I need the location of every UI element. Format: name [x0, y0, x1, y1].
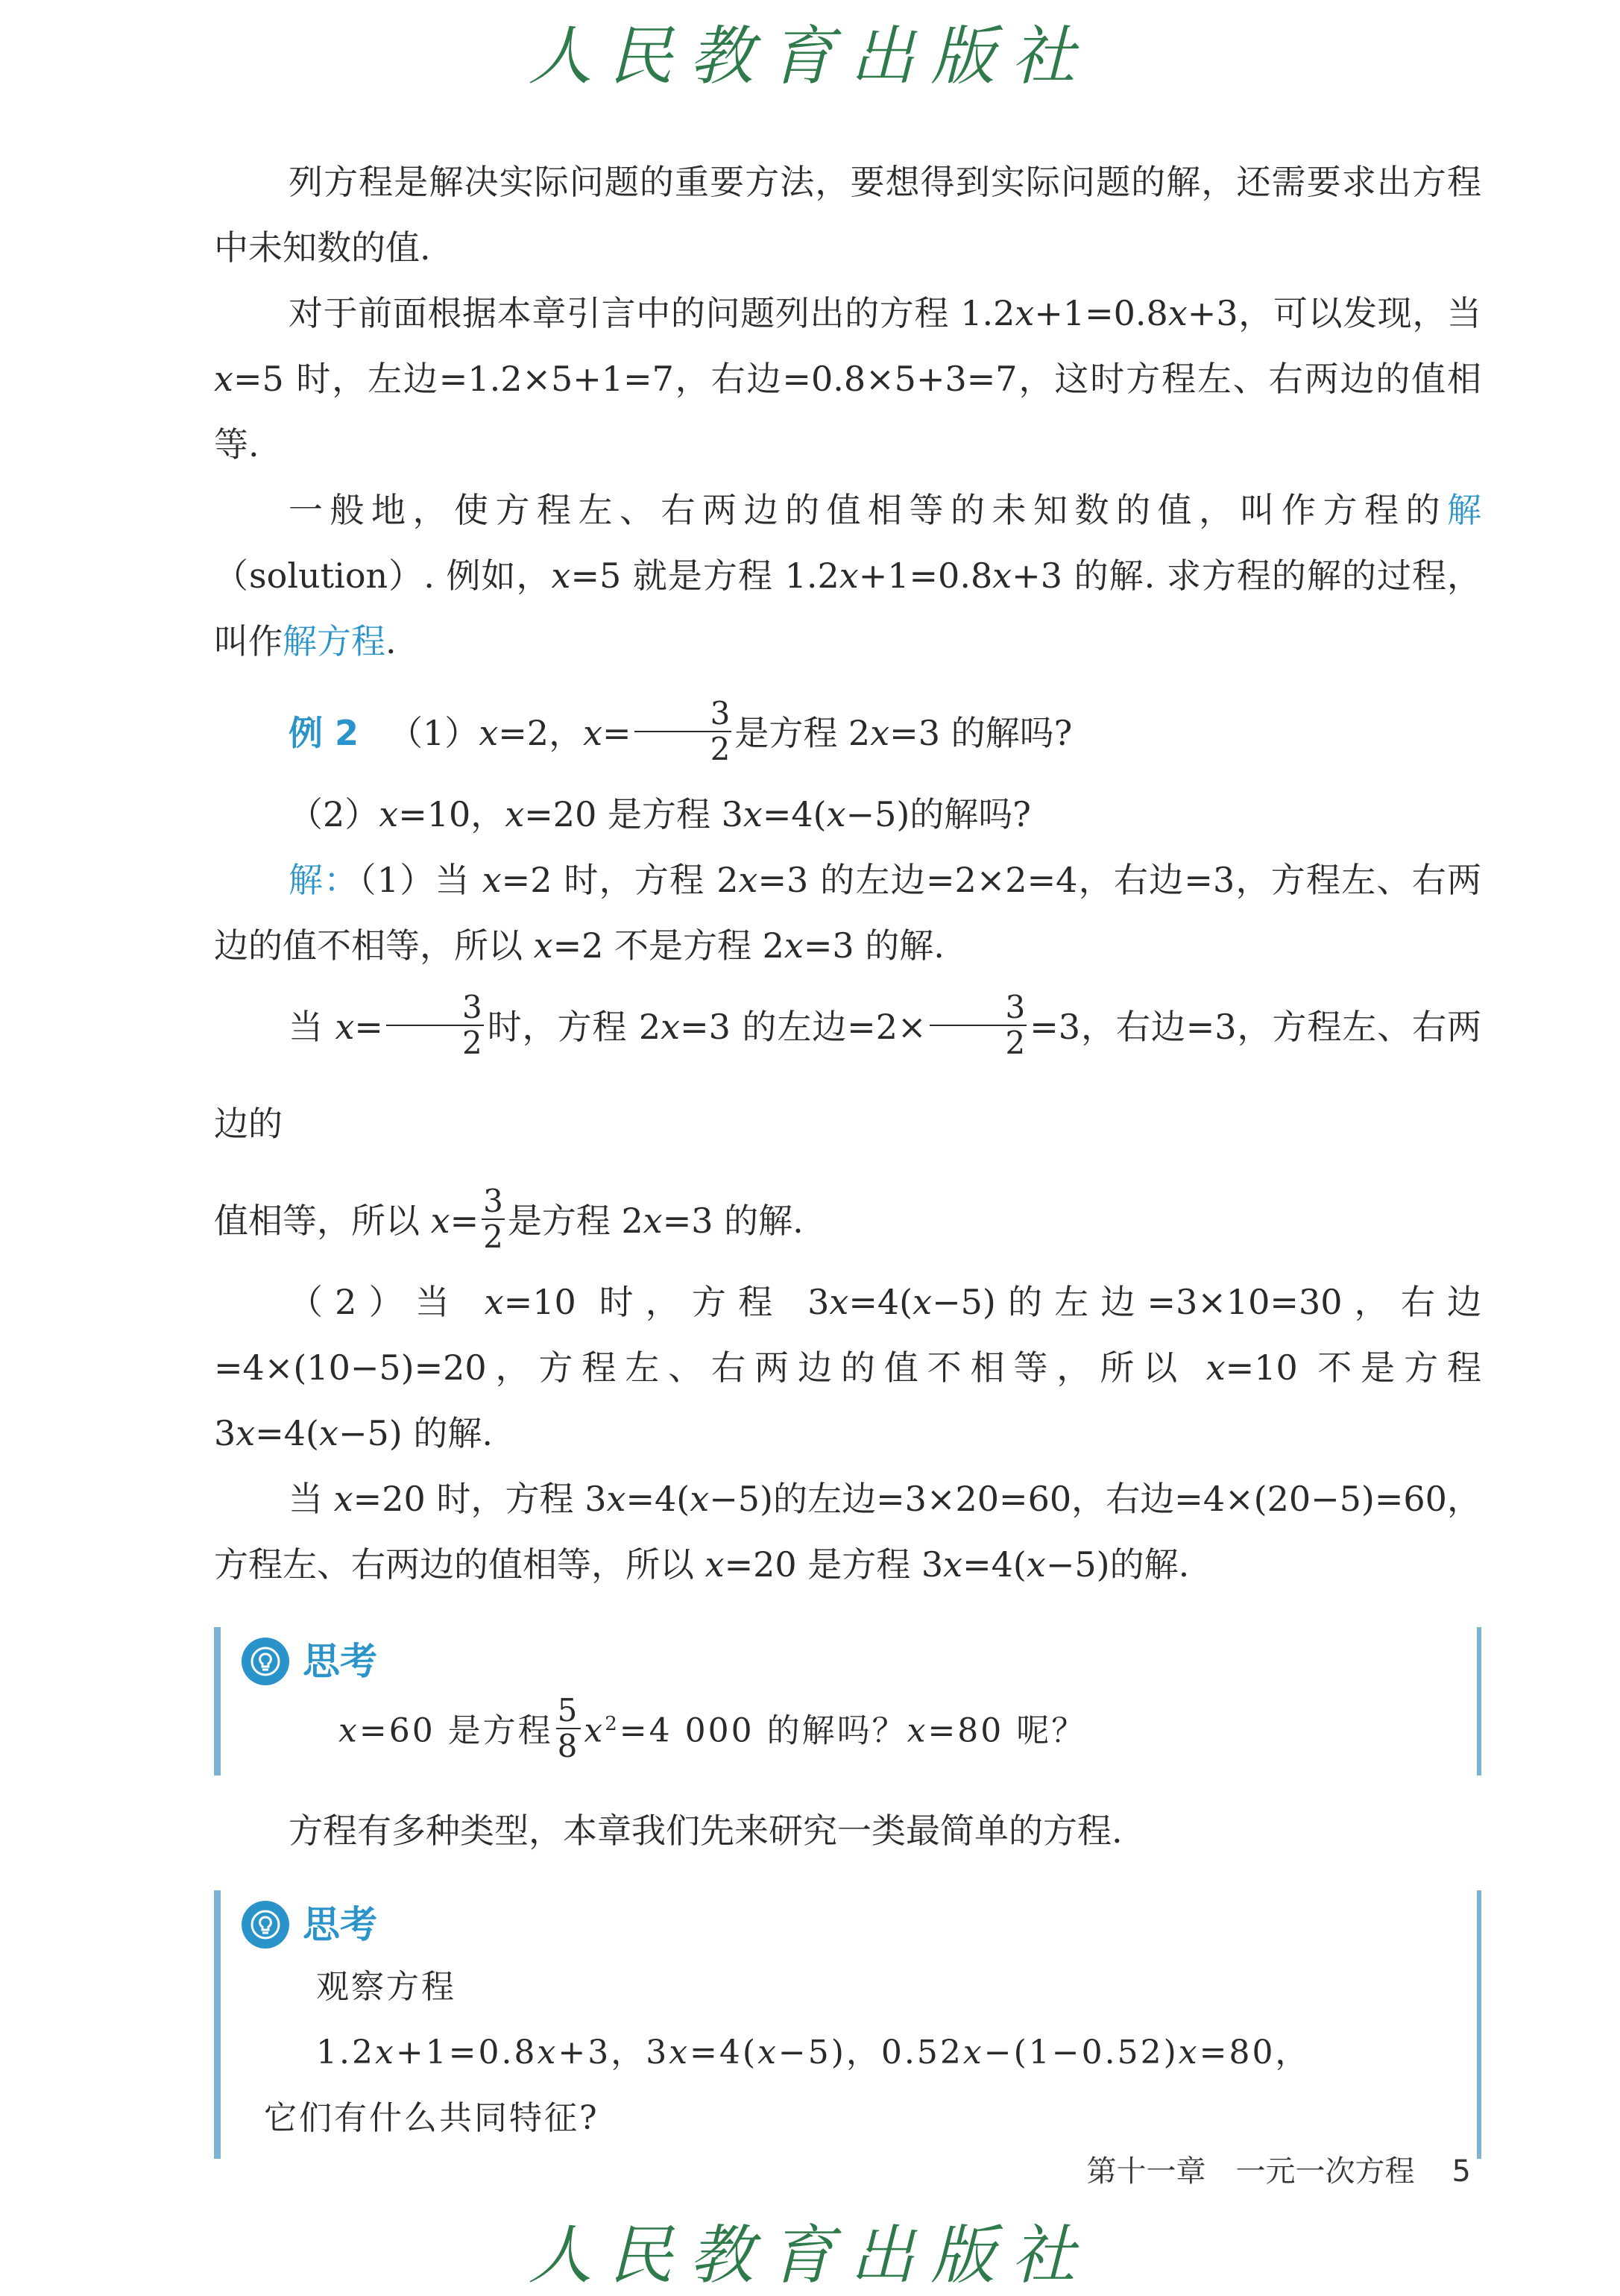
- think-box-1: [214, 1627, 1481, 1776]
- chapter-title: 第十一章 一元一次方程: [1086, 2154, 1415, 2189]
- example-question-1: 例 2 （1）x=2，x= $\frac{3}{2}$ 是方程 2x=3 的解吗?: [289, 695, 1073, 767]
- think-line-observe: 观察方程: [316, 1968, 456, 2007]
- publisher-logo-top: 人民教育出版社: [528, 19, 1092, 94]
- fraction-3-2: $\frac{3}{2}$: [634, 696, 732, 767]
- think-equations: 1.2x+1=0.8x+3，3x=4(x−5)，0.52x−(1−0.52)x=80，: [316, 2034, 1311, 2072]
- paragraph-intro: 列方程是解决实际问题的重要方法，要想得到实际问题的解，还需要求出方程中未知数的值.: [214, 162, 1481, 268]
- paragraph-definition: 一般地，使方程左、右两边的值相等的未知数的值，叫作方程的解（solution）. 例如，x=5 就是方程 1.2x+1=0.8x+3 的解. 求方程的解的过程，叫作解方程.: [214, 490, 1481, 661]
- page-number: 5: [1452, 2154, 1471, 2189]
- example-label: 例 2: [289, 713, 359, 753]
- example-question-2: （2）x=10，x=20 是方程 3x=4(x−5)的解吗?: [289, 794, 1031, 834]
- solution-label: 解：: [289, 860, 359, 900]
- page-content: [214, 149, 1481, 2181]
- paragraph-example-equation: 对于前面根据本章引言中的问题列出的方程 1.2x+1=0.8x+3，可以发现，当 x=5 时，左边=1.2×5+1=7，右边=0.8×5+3=7，这时方程左、右两边的值相等.: [214, 293, 1481, 465]
- page-footer: [1087, 2148, 1471, 2190]
- publisher-logo-bottom: 人民教育出版社: [528, 2218, 1092, 2293]
- think-heading-2: 思考: [242, 1895, 1454, 1954]
- paragraph-equation-types: 方程有多种类型，本章我们先来研究一类最简单的方程.: [289, 1811, 1123, 1852]
- solution-part-1: 解：（1）当 x=2 时，方程 2x=3 的左边=2×2=4，右边=3，方程左、右两边的值不相等，所以 x=2 不是方程 2x=3 的解.: [214, 860, 1482, 966]
- think-box-2: [214, 1890, 1481, 2159]
- lightbulb-icon: [242, 1901, 289, 1949]
- solution-part-2: （2）当 x=10 时，方程 3x=4(x−5)的左边=3×10=30，右边=4×(10−5)=20，方程左、右两边的值不相等，所以 x=10 不是方程 3x=4(x−5) 的解.: [214, 1282, 1482, 1453]
- solution-part-1c: 值相等，所以 x= $\frac{3}{2}$ 是方程 2x=3 的解.: [214, 1183, 804, 1255]
- think-heading-1: 思考: [242, 1632, 1454, 1691]
- solution-part-1b: 当 x= $\frac{3}{2}$ 时，方程 2x=3 的左边=2× $\frac{3}{2}$ =3，右边=3，方程左、右两边的: [214, 989, 1481, 1144]
- term-solve-equation: 解方程: [283, 621, 385, 661]
- think-question-1: x=60 是方程 $\frac{5}{8}$ $x^2=4$ 000 的解吗？x=80 呢？: [338, 1692, 1087, 1765]
- term-solution: 解: [1447, 490, 1481, 530]
- think-question-2: 它们有什么共同特征?: [264, 2099, 599, 2138]
- lightbulb-icon: [242, 1638, 289, 1685]
- solution-part-2b: 当 x=20 时，方程 3x=4(x−5)的左边=3×20=60，右边=4×(20−5)=60，方程左、右两边的值相等，所以 x=20 是方程 3x=4(x−5)的解.: [214, 1479, 1481, 1585]
